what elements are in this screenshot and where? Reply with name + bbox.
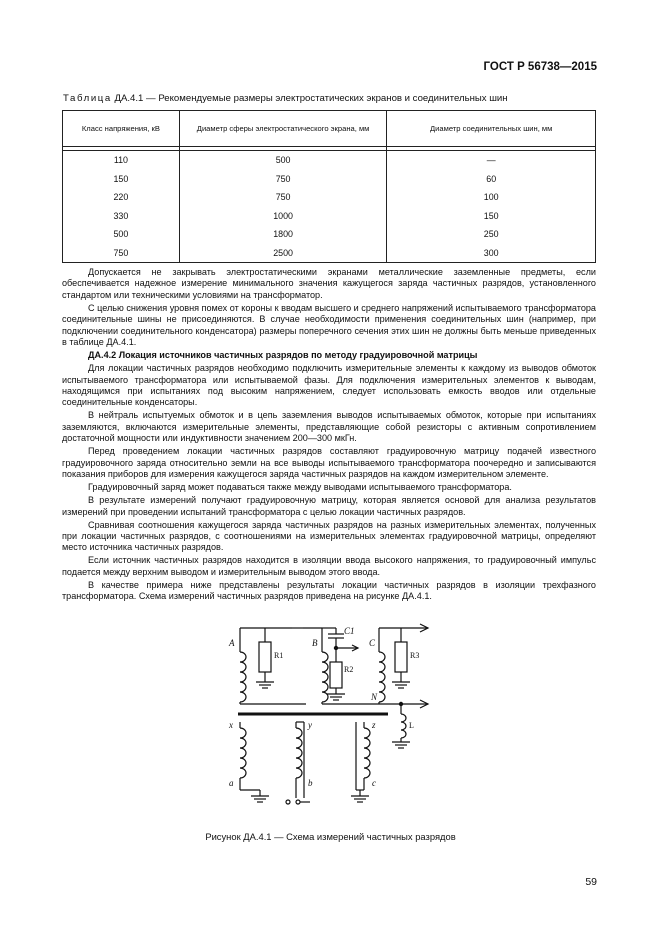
section-heading: ДА.4.2 Локация источников частичных разрядов по методу градуировочной матрицы: [88, 350, 478, 361]
resistor-r2: [330, 662, 342, 688]
winding-coil-icon: [379, 652, 385, 702]
cell-screen: 2500: [179, 244, 387, 263]
page-number: 59: [585, 876, 597, 888]
terminal-icon: [296, 800, 300, 804]
table-row: [63, 188, 596, 207]
label-b-upper: B: [312, 638, 318, 648]
junction-dot: [334, 646, 337, 649]
cell-bus: 250: [387, 225, 596, 244]
label-x: x: [229, 720, 233, 730]
ground-icon: [392, 742, 410, 748]
ground-icon: [256, 682, 274, 688]
paragraph: Сравнивая соотношения кажущегося заряда частичных разрядов на разных измерительных элементах, полученных при локации частичных разрядов, с соотношениями на измерительных элементах градуировочной матрицы, определяют место источника частичных разрядов.: [62, 519, 596, 553]
junction-dot: [399, 702, 402, 705]
cell-screen: 750: [179, 188, 387, 207]
paragraph: Если источник частичных разрядов находится в изоляции ввода высокого напряжения, то градуировочный импульс подается между верхним выводом и измерительным выводом этого ввода.: [62, 555, 596, 577]
cell-screen: 1800: [179, 225, 387, 244]
ground-icon: [392, 682, 410, 688]
cell-screen: 750: [179, 170, 387, 189]
inductor-coil-icon: [401, 714, 406, 738]
ground-icon: [327, 694, 345, 700]
paragraph: Допускается не закрывать электростатическими экранами металлические заземленные предметы, если обеспечивается надежное измерение минимального значения кажущегося заряда частичных разрядов, установленного стандартом или техническими условиями на трансформатор.: [62, 267, 596, 300]
figure-caption: Рисунок ДА.4.1 — Схема измерений частичных разрядов: [205, 831, 456, 842]
cell-bus: 150: [387, 207, 596, 226]
label-b-lower: b: [308, 778, 313, 788]
screens-table: [62, 110, 596, 263]
cell-screen: 500: [179, 151, 387, 170]
resistor-r3: [395, 642, 407, 672]
winding-coil-icon: [240, 652, 246, 702]
cell-voltage: 220: [63, 188, 180, 207]
table-row: [63, 225, 596, 244]
paragraph: В результате измерений получают градуировочную матрицу, которая является основой для анализа результатов измерений при проведении испытаний трансформатора с целью локации частичных разрядов.: [62, 495, 596, 517]
cell-bus: 100: [387, 188, 596, 207]
resistor-r1: [259, 642, 271, 672]
table-row: [63, 151, 596, 170]
label-y: y: [308, 720, 312, 730]
table-caption-title: ДА.4.1 — Рекомендуемые размеры электростатических экранов и соединительных шин: [111, 93, 508, 104]
label-c-lower: c: [372, 778, 376, 788]
paragraph: С целью снижения уровня помех от короны к вводам высшего и среднего напряжений испытываемого трансформатора соединительные шины не присоединяются. В случае необходимости применения соединительных шин (например, при подключении соединительного конденсатора) размеры поперечного сечения этих шин не должны быть меньше приведенных в таблице ДА.4.1.: [62, 302, 596, 348]
cell-voltage: 500: [63, 225, 180, 244]
winding-coil-icon: [296, 728, 302, 778]
cell-voltage: 750: [63, 244, 180, 263]
table-header-row: [63, 111, 596, 147]
cell-voltage: 150: [63, 170, 180, 189]
label-a-upper: A: [229, 638, 235, 648]
table-caption: [63, 93, 508, 104]
standard-number: ГОСТ Р 56738—2015: [483, 61, 597, 73]
cell-voltage: 330: [63, 207, 180, 226]
paragraph: В нейтраль испытуемых обмоток и в цепь заземления выводов испытываемых обмоток, которые при испытаниях заземляются, включаются измерительные элементы, представляющие собой резисторы с активным сопротивлением достаточной мощности или индуктивности значением 200—300 мкГн.: [62, 410, 596, 444]
table-row: [63, 170, 596, 189]
ground-icon: [351, 796, 369, 802]
ground-icon: [251, 796, 269, 802]
winding-coil-icon: [364, 728, 370, 778]
body-text: [62, 267, 596, 603]
cell-voltage: 110: [63, 151, 180, 170]
cell-screen: 1000: [179, 207, 387, 226]
label-n: N: [371, 692, 378, 702]
label-r2: R2: [344, 665, 354, 674]
cell-bus: —: [387, 151, 596, 170]
table-row: [63, 244, 596, 263]
terminal-icon: [286, 800, 290, 804]
paragraph: Для локации частичных разрядов необходимо подключить измерительные элементы к каждому из выводов обмоток испытываемого трансформатора или испытываемой фазы. Для подключения измерительных элементов к выводам, находящимся при испытаниях под высоким напряжением, следует использовать емкость вводов или отдельные соединительные конденсаторы.: [62, 363, 596, 408]
cell-bus: 300: [387, 244, 596, 263]
table-row: [63, 207, 596, 226]
paragraph: В качестве примера ниже представлены результаты локации частичных разрядов в изоляции трехфазного трансформатора. Схема измерений частичных разрядов приведена на рисунке ДА.4.1.: [62, 579, 596, 602]
label-c-upper: C: [369, 638, 376, 648]
label-a-lower: a: [229, 778, 234, 788]
label-l: L: [409, 721, 414, 730]
paragraph: Градуировочный заряд может подаваться также между выводами испытываемого трансформатора.: [88, 482, 512, 493]
measurement-circuit-diagram: [224, 622, 444, 812]
winding-coil-icon: [240, 728, 246, 778]
label-z: z: [372, 720, 376, 730]
header-bus-diameter: Диаметр соединительных шин, мм: [387, 111, 596, 147]
header-screen-diameter: Диаметр сферы электростатического экрана, мм: [179, 111, 387, 147]
cell-bus: 60: [387, 170, 596, 189]
paragraph: Перед проведением локации частичных разрядов составляют градуировочную матрицу подачей известного градуировочного заряда относительно земли на все выводы испытываемого трансформатора поочередно и записываются показания приборов для измерения кажущегося заряда частичных разрядов на каждом измерительном элементе.: [62, 446, 596, 480]
table-caption-word: Таблица: [63, 93, 112, 104]
label-c1: C1: [344, 626, 355, 636]
label-r1: R1: [274, 651, 284, 660]
label-r3: R3: [410, 651, 420, 660]
header-voltage-class: Класс напряжения, кВ: [63, 111, 180, 147]
